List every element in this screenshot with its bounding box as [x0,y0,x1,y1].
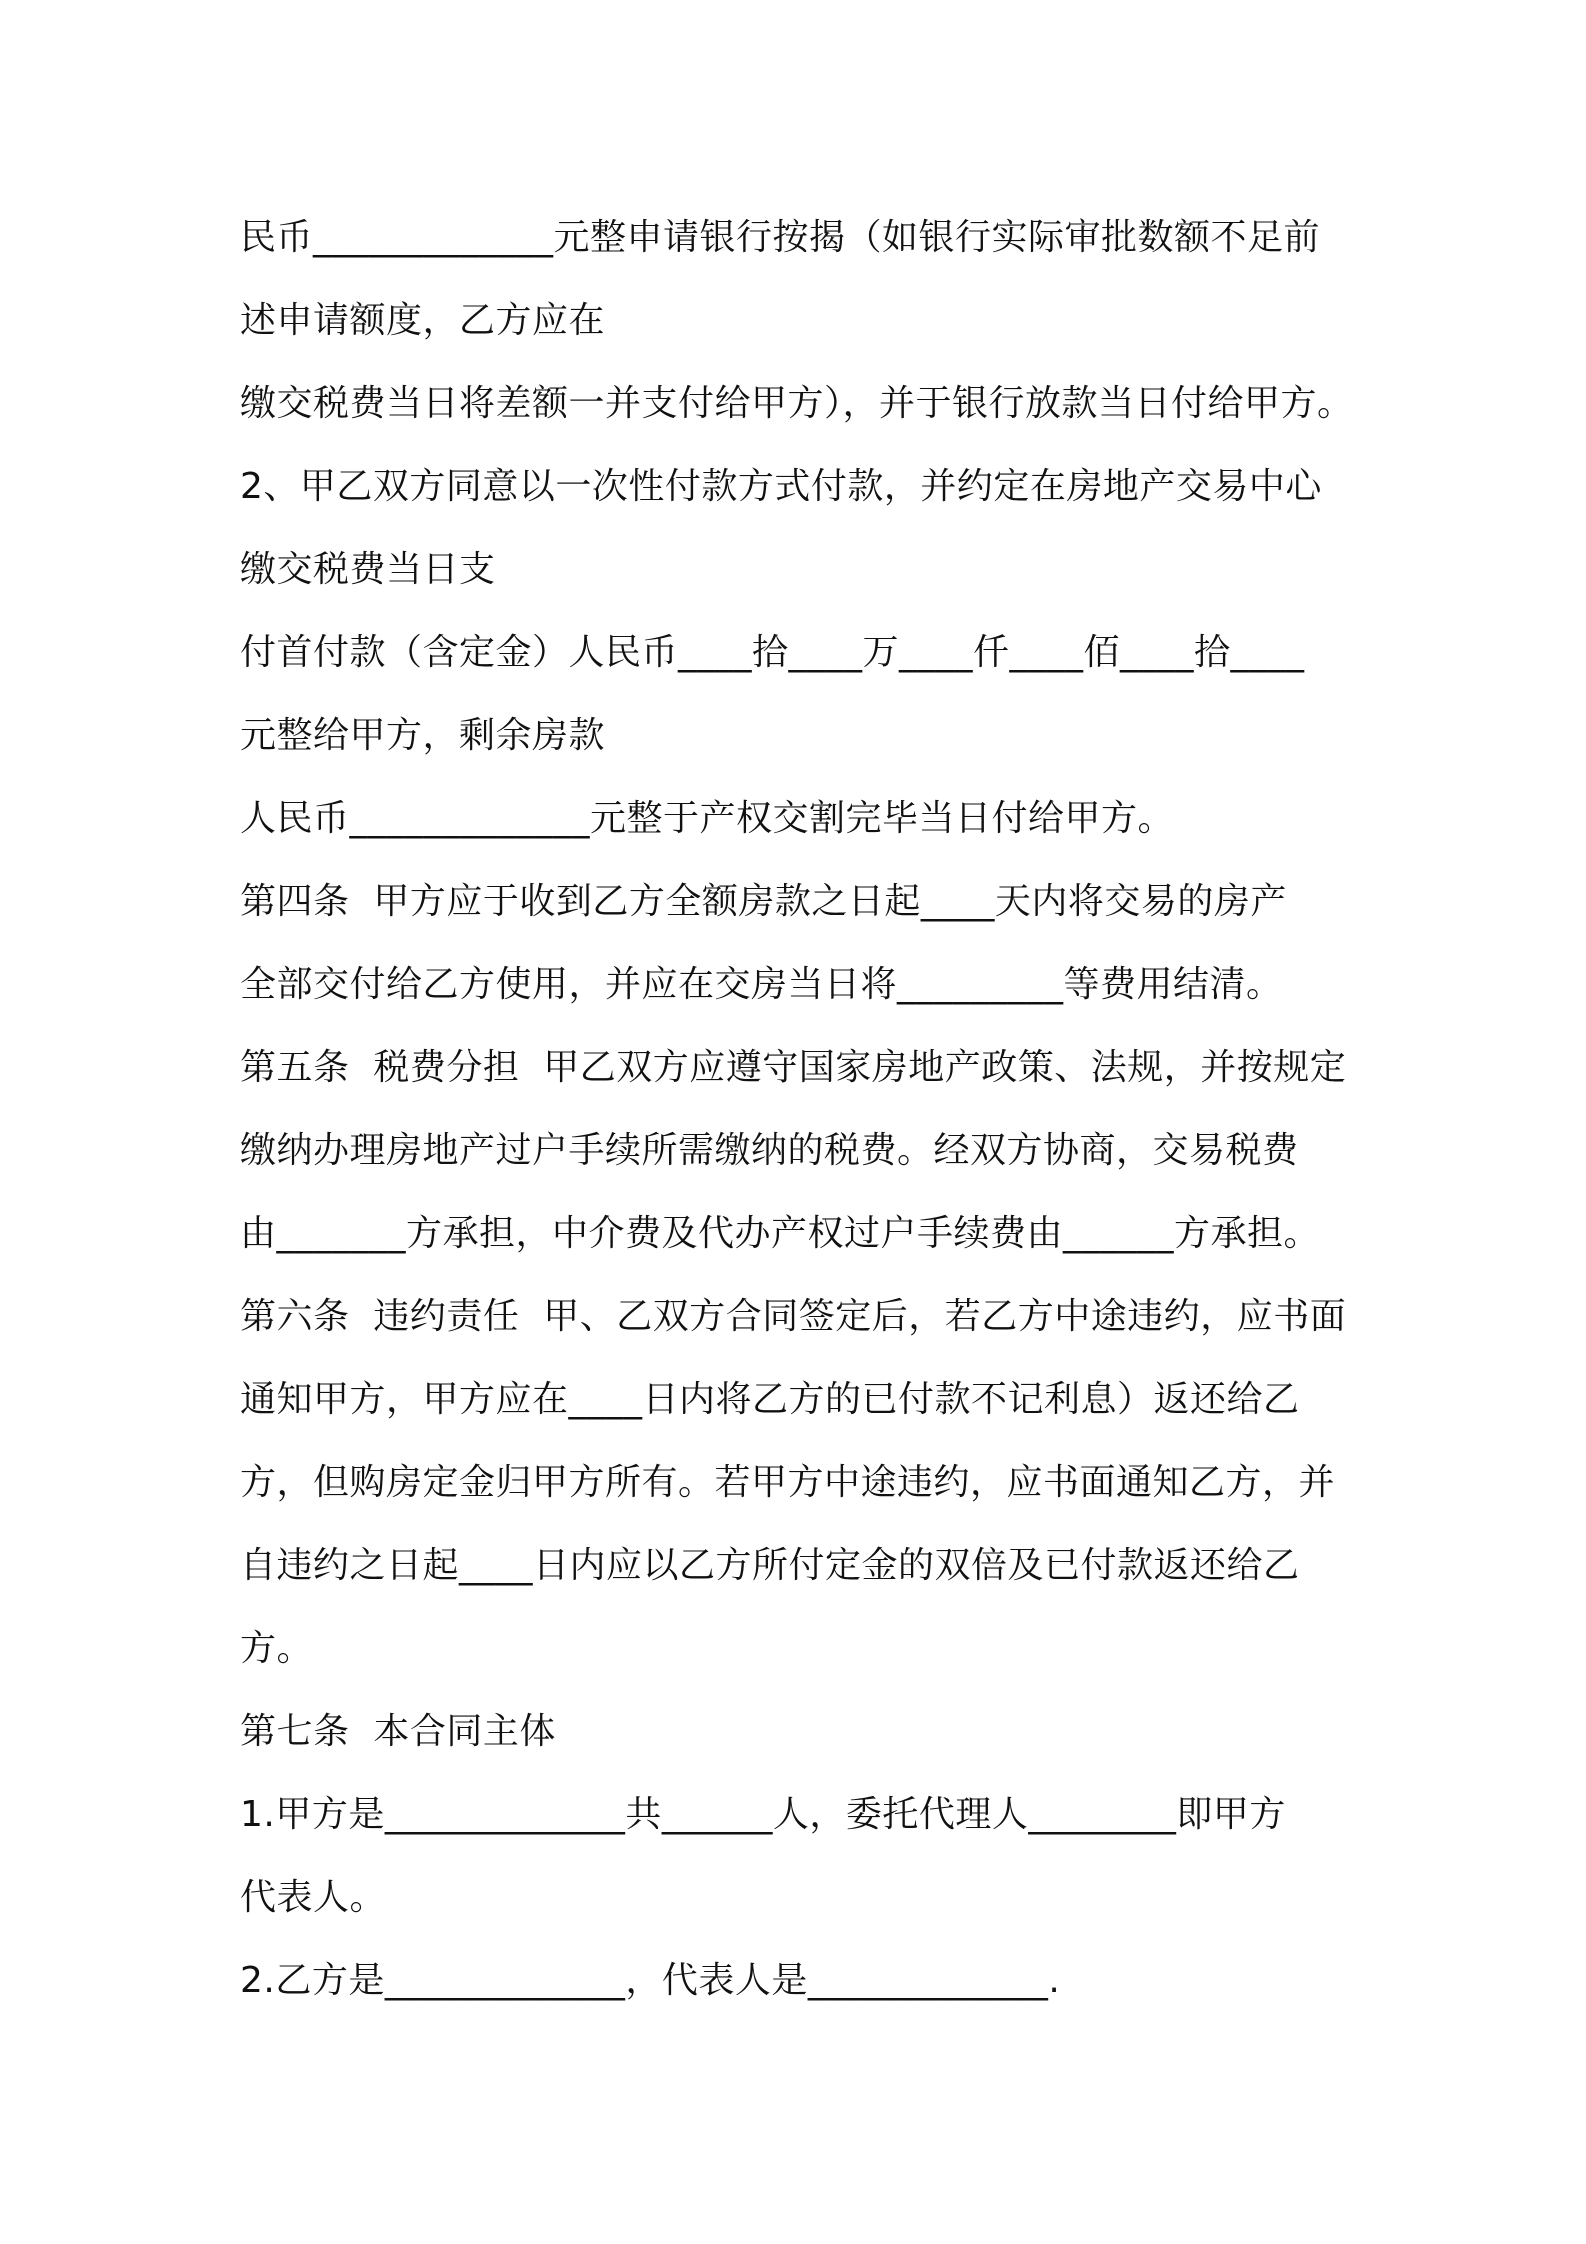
article-4-line: 第四条 甲方应于收到乙方全额房款之日起____天内将交易的房产 [240,881,1287,922]
text-line: 方。 [240,1628,314,1669]
text-line: 2、甲乙双方同意以一次性付款方式付款，并约定在房地产交易中心 [240,466,1322,507]
text-line: 付首付款（含定金）人民币____拾____万____仟____佰____拾____ [240,632,1305,673]
text-line: 代表人。 [240,1877,387,1918]
article-5-line: 第五条 税费分担 甲乙双方应遵守国家房地产政策、法规，并按规定 [240,1047,1347,1088]
text-line: 民币_____________元整申请银行按揭（如银行实际审批数额不足前 [240,217,1321,258]
article-7-line: 第七条 本合同主体 [240,1711,556,1752]
text-line: 方，但购房定金归甲方所有。若甲方中途违约，应书面通知乙方，并 [240,1462,1336,1503]
text-line: 缴纳办理房地产过户手续所需缴纳的税费。经双方协商，交易税费 [240,1130,1299,1171]
article-6-line: 第六条 违约责任 甲、乙双方合同签定后，若乙方中途违约，应书面 [240,1296,1347,1337]
text-line: 人民币_____________元整于产权交割完毕当日付给甲方。 [240,798,1175,839]
party-b-line: 2.乙方是_____________，代表人是_____________. [240,1960,1061,2001]
text-line: 通知甲方，甲方应在____日内将乙方的已付款不记利息）返还给乙 [240,1379,1300,1420]
contract-text-block [240,196,1380,2022]
text-line: 缴交税费当日将差额一并支付给甲方），并于银行放款当日付给甲方。 [240,383,1354,424]
text-line: 缴交税费当日支 [240,549,496,590]
text-line: 自违约之日起____日内应以乙方所付定金的双倍及已付款返还给乙 [240,1545,1300,1586]
text-line: 由_______方承担，中介费及代办产权过户手续费由______方承担。 [240,1213,1321,1254]
party-a-line: 1.甲方是_____________共______人，委托代理人________即甲方 [240,1794,1286,1835]
text-line: 元整给甲方，剩余房款 [240,715,606,756]
text-line: 述申请额度，乙方应在 [240,300,606,341]
text-line: 全部交付给乙方使用，并应在交房当日将_________等费用结清。 [240,964,1283,1005]
